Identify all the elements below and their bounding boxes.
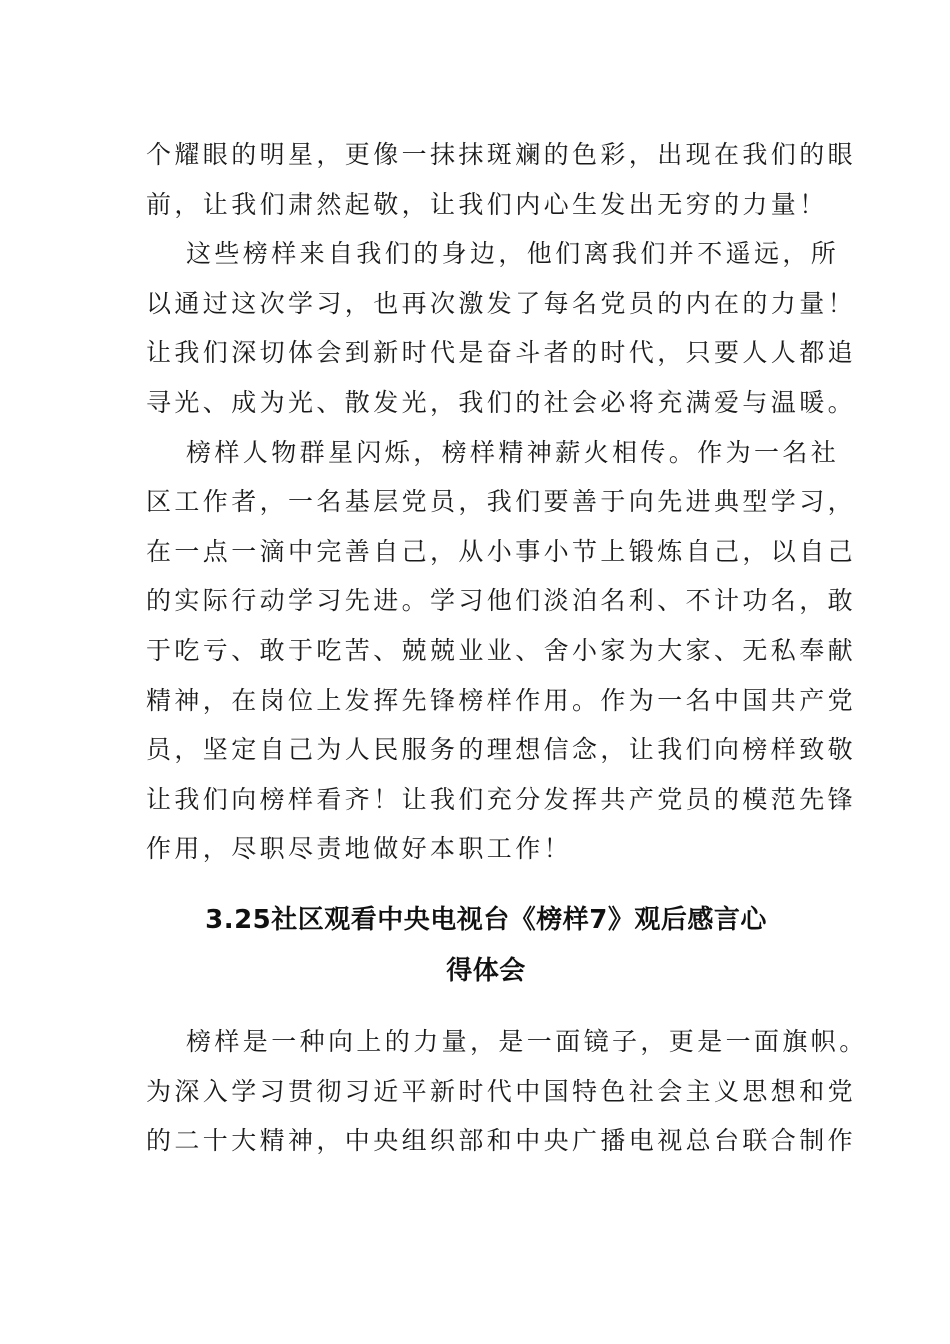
paragraph-start-line: 这些榜样来自我们的身边，他们离我们并不遥远，所 — [186, 239, 840, 269]
heading-line-2: 得体会 — [446, 956, 526, 986]
text-line: 在一点一滴中完善自己，从小事小节上锻炼自己，以自己 — [146, 536, 857, 566]
text-line: 为深入学习贯彻习近平新时代中国特色社会主义思想和党 — [146, 1076, 857, 1106]
text-line: 员，坚定自己为人民服务的理想信念，让我们向榜样致敬 — [146, 735, 857, 765]
paragraph-start-line: 榜样是一种向上的力量，是一面镜子，更是一面旗帜。 — [186, 1027, 868, 1056]
text-line: 以通过这次学习，也再次激发了每名党员的内在的力量！ — [146, 288, 857, 318]
text-line: 个耀眼的明星，更像一抹抹斑斓的色彩，出现在我们的眼 — [146, 140, 857, 169]
text-line: 让我们向榜样看齐！让我们充分发挥共产党员的模范先锋 — [146, 784, 857, 814]
text-line: 的实际行动学习先进。学习他们淡泊名利、不计功名，敢 — [146, 586, 857, 616]
body-text-block-1 — [146, 130, 857, 874]
text-line: 让我们深切体会到新时代是奋斗者的时代，只要人人都追 — [146, 338, 857, 368]
text-line: 前，让我们肃然起敬，让我们内心生发出无穷的力量！ — [146, 189, 828, 219]
text-line: 寻光、成为光、散发光，我们的社会必将充满爱与温暖。 — [146, 387, 857, 417]
text-line: 精神，在岗位上发挥先锋榜样作用。作为一名中国共产党 — [146, 685, 857, 715]
text-line: 区工作者，一名基层党员，我们要善于向先进典型学习， — [146, 487, 857, 517]
heading-line-1: 3.25社区观看中央电视台《榜样7》观后感言心 — [205, 905, 767, 935]
paragraph-start-line: 榜样人物群星闪烁，榜样精神薪火相传。作为一名社 — [186, 437, 840, 467]
text-line: 的二十大精神，中央组织部和中央广播电视总台联合制作 — [146, 1126, 857, 1156]
text-line: 作用，尽职尽责地做好本职工作！ — [146, 834, 573, 864]
section-heading — [146, 895, 826, 997]
text-line: 于吃亏、敢于吃苦、兢兢业业、舍小家为大家、无私奉献 — [146, 635, 857, 665]
body-text-block-2 — [146, 1017, 868, 1166]
